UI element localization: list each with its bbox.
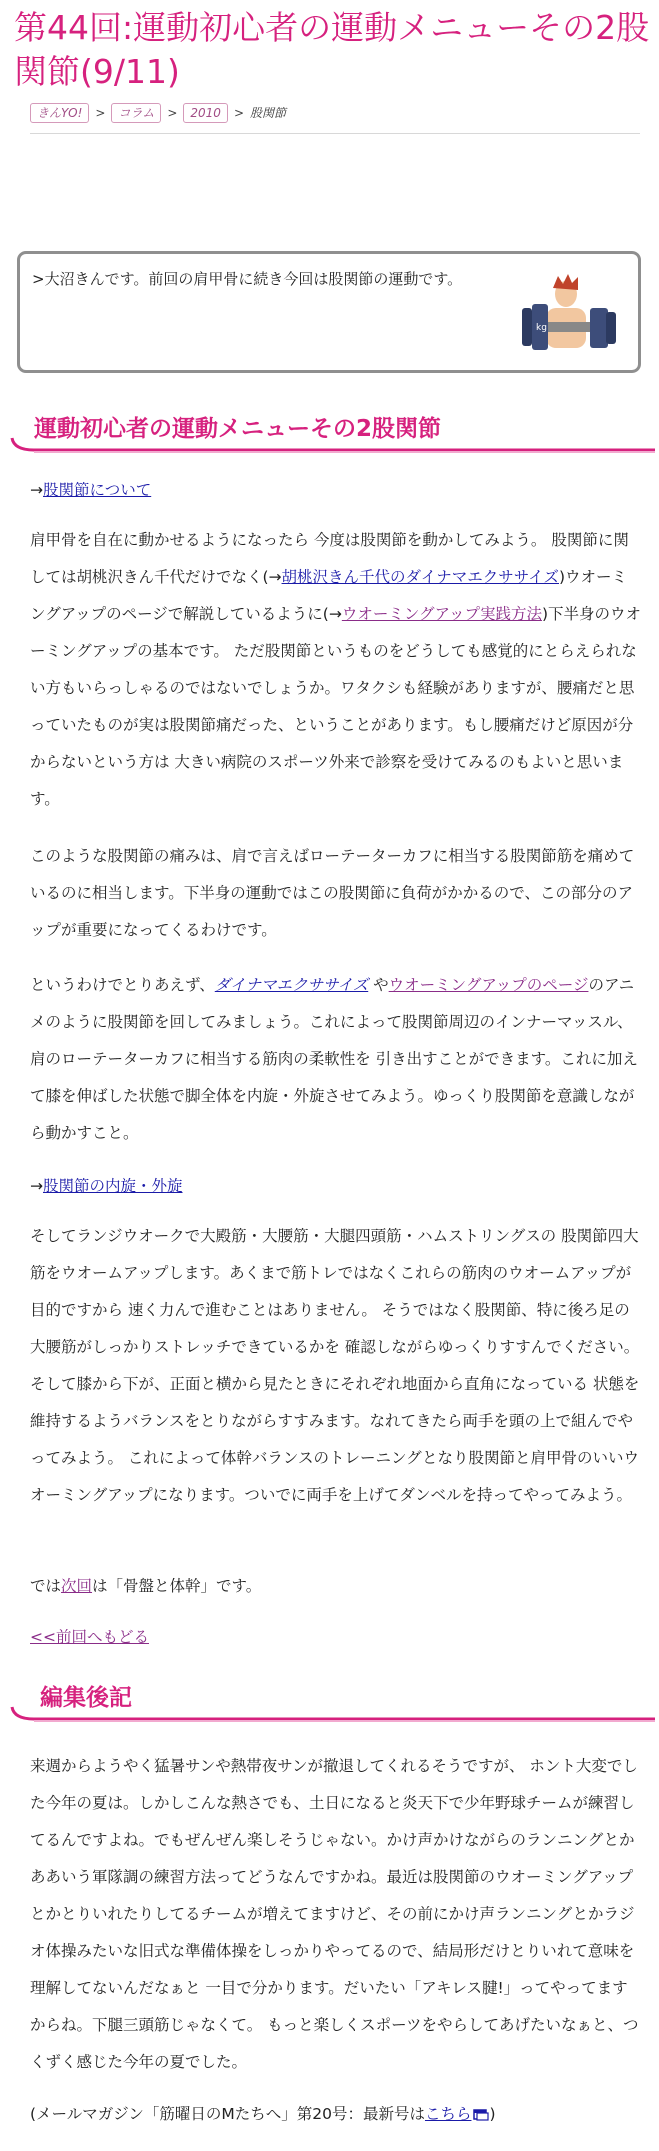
paragraph-4: そしてランジウオークで大殿筋・大腰筋・大腿四頭筋・ハムストリングスの 股関節四大筋をウオームアップします。あくまで筋トレではなくこれらの筋肉のウオームアップが目的ですから 速く力んで進むことはありません。 そうではなく股関節、特に後ろ足の大腰筋がしっかりストレッチできているかを 確認しながらゆっくりすすんでください。そして膝から下が、正面と横から見たときにそれぞれ地面から直角になっている 状態を維持するようバランスをとりながらすすみます。なれてきたら両手を頭の上で組んでやってみよう。 これによって体幹バランスのトレーニングとなり股関節と肩甲骨のいいウオーミングアップになります。ついでに両手を上げてダンベルを持ってやってみよう。 bbox=[30, 1227, 640, 1504]
breadcrumb-separator: > bbox=[95, 106, 106, 120]
breadcrumb-current: 股関節 bbox=[250, 106, 287, 120]
afterword-paragraph: 来週からようやく猛暑サンや熱帯夜サンが撤退してくれるそうですが、 ホント大変でした今年の夏は。しかしこんな熱さでも、土日になると炎天下で少年野球チームが練習してるんですよね。でもぜんぜん楽しそうじゃない。かけ声かけながらのランニングとかああいう軍隊調の練習方法ってどうなんですかね。最近は股関節のウオーミングアップとかとりいれたりしてるチームが増えてますけど、その前にかけ声ランニングとかラジオ体操みたいな旧式な準備体操をしっかりやってるので、結局形だけとりいれて意味を理解してないんだなぁと 一目で分かります。だいたい「アキレス腱!」ってやってますからね。下腿三頭筋じゃなくて。 もっと楽しくスポーツをやらしてあげたいなぁと、つくずく感じた今年の夏でした。 bbox=[30, 1757, 639, 2071]
prev-link-paragraph bbox=[30, 1619, 642, 1656]
svg-text:kg: kg bbox=[536, 323, 547, 333]
breadcrumb-item-home[interactable]: きんYO! bbox=[30, 103, 89, 123]
paragraph-text: や bbox=[368, 976, 389, 994]
arrow-icon: → bbox=[30, 481, 43, 499]
section-heading-menu bbox=[10, 406, 655, 456]
breadcrumb-item-column[interactable]: コラム bbox=[111, 103, 161, 123]
footer-note bbox=[30, 2096, 642, 2133]
footer-text: (メールマガジン「筋曜日のMたちへ」第20号：最新号は bbox=[30, 2105, 425, 2123]
paragraph-text: 肩甲骨を自在に動かせるようになったら 今度は股関節を動かしてみよう。 股関節に関しては胡桃沢きん千代だけでなく(→ bbox=[30, 531, 629, 586]
paragraph-3 bbox=[30, 967, 642, 1152]
dumbbell-avatar bbox=[508, 274, 618, 362]
breadcrumb-separator: > bbox=[167, 106, 178, 120]
footer-text: ) bbox=[489, 2105, 496, 2123]
link-next[interactable]: 次回 bbox=[61, 1577, 93, 1595]
paragraph-text: というわけでとりあえず、 bbox=[30, 976, 215, 994]
breadcrumb-separator: > bbox=[233, 106, 245, 120]
link-dynama-exercise[interactable]: ダイナマエクササイズ bbox=[214, 976, 369, 994]
link-warmup-page[interactable]: ウオーミングアップのページ bbox=[388, 976, 589, 994]
link-warmup-practice[interactable]: ウオーミングアップ実践方法 bbox=[341, 605, 542, 623]
link-hip-rotation[interactable]: 股関節の内旋・外旋 bbox=[43, 1177, 183, 1195]
intro-text: >大沼きんです。前回の肩甲骨に続き今回は股関節の運動です。 bbox=[32, 270, 463, 288]
link-dynama-exercise-kinchiyo[interactable]: 胡桃沢きん千代のダイナマエクササイズ bbox=[281, 568, 559, 586]
section-title: 運動初心者の運動メニューその2股関節 bbox=[34, 416, 442, 442]
paragraph-2: このような股関節の痛みは、肩で言えばローテーターカフに相当する股関節筋を痛めているのに相当します。下半身の運動ではこの股関節に負荷がかかるので、この部分のアップが重要になってくるわけです。 bbox=[30, 847, 635, 939]
paragraph-text: は「骨盤と体幹」です。 bbox=[92, 1577, 262, 1595]
paragraph-text: )下半身のウオーミングアップの基本です。 ただ股関節というものをどうしても感覚的にとらえられない方もいらっしゃるのではないでしょうか。ワタクシも経験がありますが、腰痛だと思っていたものが実は股関節痛だった、ということがあります。もし腰痛だけど原因が分からないという方は 大きい病院のスポーツ外来で診察を受けてみるのもよいと思います。 bbox=[30, 605, 642, 808]
section-title: 編集後記 bbox=[40, 1685, 132, 1711]
link-latest-issue[interactable]: こちら bbox=[424, 2105, 472, 2123]
intro-box bbox=[17, 251, 641, 373]
paragraph-text: のアニメのように股関節を回してみましょう。これによって股関節周辺のインナーマッスル、肩のローテーターカフに相当する筋肉の柔軟性を 引き出すことができます。これに加えて膝を伸ばした状態で脚全体を内旋・外旋させてみよう。ゆっくり股関節を意識しながら動かすこと。 bbox=[30, 976, 638, 1142]
link-hip-paragraph bbox=[30, 472, 642, 509]
paragraph-text: )ウオーミングアップのページで解説しているように(→ bbox=[30, 568, 628, 623]
arrow-icon: → bbox=[30, 1177, 43, 1195]
breadcrumb bbox=[30, 103, 640, 134]
page-title: 第44回:運動初心者の運動メニューその2股関節(9/11) bbox=[14, 8, 650, 91]
paragraph-text: では bbox=[30, 1577, 62, 1595]
link-hip-joint[interactable]: 股関節について bbox=[43, 481, 152, 499]
paragraph-1 bbox=[30, 522, 642, 818]
section-heading-afterword bbox=[10, 1675, 655, 1725]
link-rotation-paragraph bbox=[30, 1168, 642, 1205]
link-previous[interactable]: <<前回へもどる bbox=[30, 1628, 149, 1646]
external-window-icon bbox=[473, 2109, 489, 2121]
paragraph-5 bbox=[30, 1568, 642, 1605]
breadcrumb-item-year[interactable]: 2010 bbox=[183, 103, 228, 123]
